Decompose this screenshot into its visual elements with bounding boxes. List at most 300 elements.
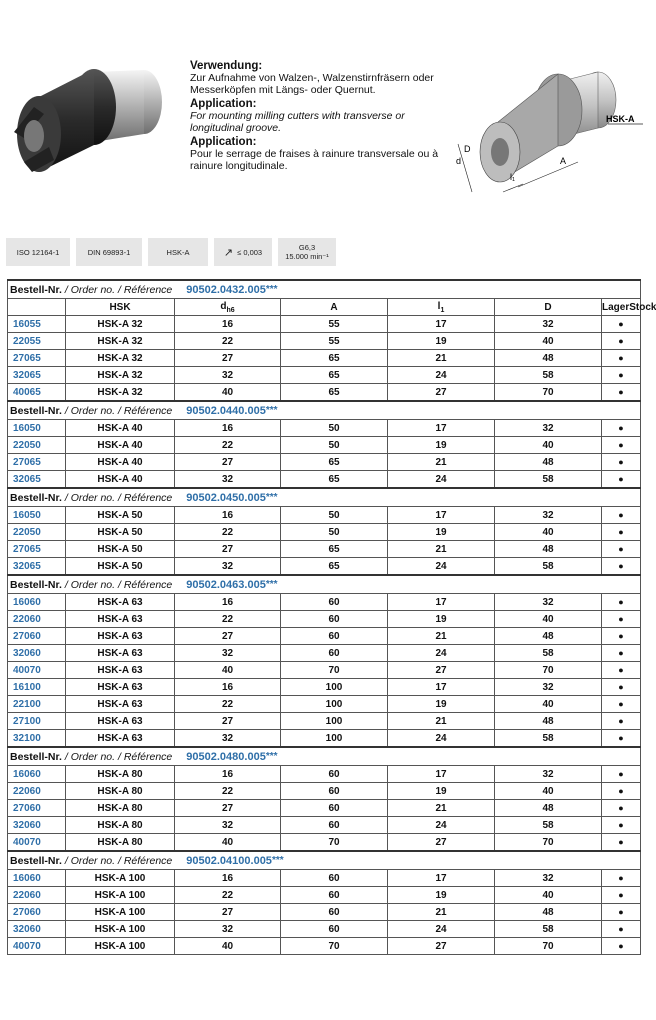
l1-value: 21 — [388, 628, 495, 645]
order-label: Bestell-Nr. / Order no. / Référence — [10, 578, 173, 591]
l1-value: 19 — [388, 696, 495, 713]
in-stock-indicator: ● — [602, 454, 641, 471]
A-value: 100 — [281, 696, 388, 713]
A-value: 60 — [281, 817, 388, 834]
l1-value: 21 — [388, 904, 495, 921]
product-table — [7, 279, 656, 955]
in-stock-indicator: ● — [602, 333, 641, 350]
D-value: 32 — [495, 679, 602, 696]
A-value: 65 — [281, 541, 388, 558]
fr-text: Pour le serrage de fraises à rainure transversale ou à rainure longitudinale. — [190, 148, 439, 172]
in-stock-indicator: ● — [602, 783, 641, 800]
table-row — [8, 367, 641, 384]
order-group-header — [8, 575, 641, 594]
l1-value: 21 — [388, 350, 495, 367]
in-stock-indicator: ● — [602, 611, 641, 628]
hsk-size: HSK-A 40 — [66, 420, 175, 437]
A-value: 65 — [281, 367, 388, 384]
article-number[interactable]: 40070 — [8, 938, 66, 955]
article-number[interactable]: 22055 — [8, 333, 66, 350]
table-row — [8, 316, 641, 333]
article-number[interactable]: 32060 — [8, 817, 66, 834]
D-value: 48 — [495, 541, 602, 558]
hsk-size: HSK-A 80 — [66, 783, 175, 800]
d-value: 22 — [175, 437, 281, 454]
D-value: 58 — [495, 817, 602, 834]
A-label: A — [560, 156, 567, 166]
hsk-size: HSK-A 100 — [66, 870, 175, 887]
hsk-size: HSK-A 80 — [66, 817, 175, 834]
article-number[interactable]: 16060 — [8, 766, 66, 783]
de-heading: Verwendung: — [190, 60, 263, 72]
balance-rpm: 15.000 min⁻¹ — [285, 252, 329, 261]
A-value: 50 — [281, 524, 388, 541]
in-stock-indicator: ● — [602, 350, 641, 367]
A-value: 60 — [281, 887, 388, 904]
l1-value: 24 — [388, 730, 495, 748]
l1-value: 19 — [388, 887, 495, 904]
l1-value: 24 — [388, 921, 495, 938]
hsk-size: HSK-A 63 — [66, 679, 175, 696]
A-value: 100 — [281, 679, 388, 696]
d-value: 16 — [175, 594, 281, 611]
D-value: 32 — [495, 870, 602, 887]
article-number[interactable]: 32065 — [8, 367, 66, 384]
l1-value: 17 — [388, 507, 495, 524]
D-value: 70 — [495, 938, 602, 955]
hsk-label: HSK-A — [606, 114, 635, 124]
in-stock-indicator: ● — [602, 594, 641, 611]
l1-value: 17 — [388, 420, 495, 437]
D-value: 48 — [495, 454, 602, 471]
article-number[interactable]: 22060 — [8, 887, 66, 904]
article-number[interactable]: 22100 — [8, 696, 66, 713]
d-value: 40 — [175, 938, 281, 955]
order-reference: 90502.0440.005*** — [186, 404, 278, 417]
d-value: 22 — [175, 333, 281, 350]
D-value: 58 — [495, 730, 602, 748]
hsk-size: HSK-A 32 — [66, 333, 175, 350]
A-value: 65 — [281, 454, 388, 471]
hsk-size: HSK-A 63 — [66, 713, 175, 730]
d-value: 32 — [175, 730, 281, 748]
article-number[interactable]: 22050 — [8, 437, 66, 454]
col-d: $d_{h6}$ — [175, 299, 281, 316]
D-value: 40 — [495, 437, 602, 454]
hsk-size: HSK-A 63 — [66, 611, 175, 628]
column-header-row — [8, 299, 641, 316]
article-number[interactable]: 16055 — [8, 316, 66, 333]
A-value: 65 — [281, 471, 388, 489]
A-value: 60 — [281, 611, 388, 628]
table-row — [8, 420, 641, 437]
fr-heading: Application: — [190, 136, 257, 148]
table-row — [8, 887, 641, 904]
l1-value: 21 — [388, 454, 495, 471]
A-value: 60 — [281, 766, 388, 783]
col-D: D — [495, 299, 602, 316]
table-row — [8, 524, 641, 541]
d-value: 32 — [175, 471, 281, 489]
order-label: Bestell-Nr. / Order no. / Référence — [10, 854, 173, 867]
d-value: 22 — [175, 611, 281, 628]
order-label: Bestell-Nr. / Order no. / Référence — [10, 750, 173, 763]
hsk-size: HSK-A 50 — [66, 507, 175, 524]
in-stock-indicator: ● — [602, 921, 641, 938]
order-reference: 90502.0432.005*** — [186, 283, 278, 296]
l1-value: 24 — [388, 817, 495, 834]
D-value: 40 — [495, 696, 602, 713]
table-row — [8, 507, 641, 524]
d-value: 32 — [175, 367, 281, 384]
D-value: 48 — [495, 800, 602, 817]
in-stock-indicator: ● — [602, 507, 641, 524]
article-number[interactable]: 16050 — [8, 420, 66, 437]
l1-value: 21 — [388, 713, 495, 730]
order-group-header — [8, 488, 641, 507]
d-value: 27 — [175, 454, 281, 471]
article-number[interactable]: 27060 — [8, 628, 66, 645]
article-number[interactable]: 22060 — [8, 611, 66, 628]
A-value: 65 — [281, 384, 388, 402]
in-stock-indicator: ● — [602, 887, 641, 904]
in-stock-indicator: ● — [602, 628, 641, 645]
D-value: 32 — [495, 507, 602, 524]
article-number[interactable]: 32060 — [8, 645, 66, 662]
table-row — [8, 454, 641, 471]
table-row — [8, 938, 641, 955]
article-number[interactable]: 22060 — [8, 783, 66, 800]
hsk-size: HSK-A 100 — [66, 921, 175, 938]
hsk-size: HSK-A 50 — [66, 541, 175, 558]
D-value: 48 — [495, 628, 602, 645]
table-row — [8, 384, 641, 402]
d-value: 40 — [175, 834, 281, 852]
A-value: 55 — [281, 316, 388, 333]
A-value: 65 — [281, 350, 388, 367]
A-value: 70 — [281, 662, 388, 679]
article-number[interactable]: 40070 — [8, 834, 66, 852]
d-value: 22 — [175, 887, 281, 904]
hsk-size: HSK-A 40 — [66, 471, 175, 489]
l1-value: 24 — [388, 471, 495, 489]
hsk-size: HSK-A 40 — [66, 437, 175, 454]
l1-value: 19 — [388, 611, 495, 628]
in-stock-indicator: ● — [602, 471, 641, 489]
article-number[interactable]: 32065 — [8, 471, 66, 489]
l1-value: 19 — [388, 333, 495, 350]
order-group-header — [8, 280, 641, 299]
in-stock-indicator: ● — [602, 730, 641, 748]
l1-value: 27 — [388, 834, 495, 852]
D-value: 58 — [495, 367, 602, 384]
l1-value: 17 — [388, 679, 495, 696]
D-value: 58 — [495, 921, 602, 938]
table-row — [8, 333, 641, 350]
d-value: 40 — [175, 662, 281, 679]
l1-value: 27 — [388, 662, 495, 679]
D-value: 32 — [495, 594, 602, 611]
article-number[interactable]: 27060 — [8, 904, 66, 921]
d-value: 32 — [175, 645, 281, 662]
product-photo — [4, 52, 174, 192]
in-stock-indicator: ● — [602, 766, 641, 783]
D-value: 32 — [495, 766, 602, 783]
in-stock-indicator: ● — [602, 558, 641, 576]
order-reference: 90502.0463.005*** — [186, 578, 278, 591]
A-value: 55 — [281, 333, 388, 350]
D-value: 58 — [495, 471, 602, 489]
hsk-size: HSK-A 80 — [66, 766, 175, 783]
table-row — [8, 921, 641, 938]
d-value: 27 — [175, 800, 281, 817]
d-value: 27 — [175, 350, 281, 367]
de-text: Zur Aufnahme von Walzen-, Walzenstirnfräsern oder Messerköpfen mit Längs- oder Quernut. — [190, 72, 434, 96]
table-row — [8, 817, 641, 834]
hsk-size: HSK-A 32 — [66, 316, 175, 333]
A-value: 60 — [281, 904, 388, 921]
technical-drawing — [448, 52, 648, 202]
A-value: 60 — [281, 628, 388, 645]
article-number[interactable]: 16060 — [8, 870, 66, 887]
l1-value: 24 — [388, 367, 495, 384]
l1-value: 17 — [388, 316, 495, 333]
D-value: 40 — [495, 524, 602, 541]
hsk-size: HSK-A 50 — [66, 558, 175, 576]
article-number[interactable]: 40065 — [8, 384, 66, 402]
A-value: 50 — [281, 420, 388, 437]
col-stock: LagerStock — [602, 299, 641, 316]
d-value: 22 — [175, 696, 281, 713]
in-stock-indicator: ● — [602, 938, 641, 955]
table-row — [8, 611, 641, 628]
in-stock-indicator: ● — [602, 420, 641, 437]
A-value: 50 — [281, 507, 388, 524]
article-number[interactable]: 32100 — [8, 730, 66, 748]
D-value: 70 — [495, 384, 602, 402]
in-stock-indicator: ● — [602, 541, 641, 558]
A-value: 100 — [281, 730, 388, 748]
article-number[interactable]: 27065 — [8, 454, 66, 471]
d-value: 27 — [175, 904, 281, 921]
D-value: 40 — [495, 333, 602, 350]
col-l1: $l_1$ — [388, 299, 495, 316]
article-number[interactable]: 32060 — [8, 921, 66, 938]
order-reference: 90502.0450.005*** — [186, 491, 278, 504]
D-label: D — [464, 144, 471, 154]
hsk-size: HSK-A 100 — [66, 887, 175, 904]
table-row — [8, 713, 641, 730]
article-number[interactable]: 27065 — [8, 541, 66, 558]
l1-value: 19 — [388, 437, 495, 454]
article-number[interactable]: 22050 — [8, 524, 66, 541]
in-stock-indicator: ● — [602, 800, 641, 817]
l1-value: 17 — [388, 594, 495, 611]
d-value: 16 — [175, 679, 281, 696]
A-value: 50 — [281, 437, 388, 454]
l1-value: 27 — [388, 384, 495, 402]
table-row — [8, 783, 641, 800]
order-group-header — [8, 747, 641, 766]
order-reference: 90502.0480.005*** — [186, 750, 278, 763]
D-value: 48 — [495, 350, 602, 367]
hsk-size: HSK-A 100 — [66, 904, 175, 921]
A-value: 65 — [281, 558, 388, 576]
A-value: 60 — [281, 921, 388, 938]
table-row — [8, 766, 641, 783]
runout-value: ≤ 0,003 — [237, 247, 263, 257]
order-reference: 90502.04100.005*** — [186, 854, 284, 867]
D-value: 32 — [495, 420, 602, 437]
table-row — [8, 594, 641, 611]
col-hsk: HSK — [66, 299, 175, 316]
table-row — [8, 904, 641, 921]
D-value: 48 — [495, 904, 602, 921]
d-value: 22 — [175, 783, 281, 800]
l1-value: 21 — [388, 541, 495, 558]
article-number[interactable]: 27065 — [8, 350, 66, 367]
hsk-size: HSK-A 40 — [66, 454, 175, 471]
table-row — [8, 679, 641, 696]
in-stock-indicator: ● — [602, 645, 641, 662]
article-number[interactable]: 16100 — [8, 679, 66, 696]
article-number[interactable]: 27060 — [8, 800, 66, 817]
table-row — [8, 628, 641, 645]
l1-label: l₁ — [510, 172, 516, 182]
article-number[interactable]: 16050 — [8, 507, 66, 524]
in-stock-indicator: ● — [602, 817, 641, 834]
balance-badge — [278, 238, 336, 266]
d-value: 32 — [175, 558, 281, 576]
D-value: 58 — [495, 645, 602, 662]
in-stock-indicator: ● — [602, 713, 641, 730]
A-value: 60 — [281, 800, 388, 817]
table-row — [8, 645, 641, 662]
col-A: A — [281, 299, 388, 316]
d-value: 16 — [175, 420, 281, 437]
D-value: 58 — [495, 558, 602, 576]
in-stock-indicator: ● — [602, 367, 641, 384]
din-badge: DIN 69893-1 — [76, 238, 142, 266]
d-value: 27 — [175, 713, 281, 730]
l1-value: 17 — [388, 870, 495, 887]
order-group-header — [8, 851, 641, 870]
table-row — [8, 834, 641, 852]
D-value: 40 — [495, 887, 602, 904]
table-row — [8, 800, 641, 817]
D-value: 40 — [495, 611, 602, 628]
hsk-size: HSK-A 50 — [66, 524, 175, 541]
l1-value: 19 — [388, 783, 495, 800]
A-value: 60 — [281, 783, 388, 800]
runout-arrow-icon: ↗ — [223, 246, 234, 259]
table-row — [8, 696, 641, 713]
d-value: 16 — [175, 316, 281, 333]
table-row — [8, 350, 641, 367]
en-text: For mounting milling cutters with transverse or longitudinal groove. — [190, 110, 405, 134]
hsk-size: HSK-A 63 — [66, 662, 175, 679]
table-row — [8, 870, 641, 887]
l1-value: 21 — [388, 800, 495, 817]
in-stock-indicator: ● — [602, 904, 641, 921]
D-value: 40 — [495, 783, 602, 800]
l1-value: 24 — [388, 645, 495, 662]
article-number[interactable]: 27100 — [8, 713, 66, 730]
l1-value: 24 — [388, 558, 495, 576]
hsk-size: HSK-A 100 — [66, 938, 175, 955]
col-article — [8, 299, 66, 316]
standards-badges — [6, 238, 336, 266]
A-value: 60 — [281, 870, 388, 887]
hsk-size: HSK-A 63 — [66, 730, 175, 748]
table-row — [8, 541, 641, 558]
order-group-header — [8, 401, 641, 420]
d-value: 27 — [175, 628, 281, 645]
article-number[interactable]: 16060 — [8, 594, 66, 611]
D-value: 32 — [495, 316, 602, 333]
in-stock-indicator: ● — [602, 437, 641, 454]
table-row — [8, 437, 641, 454]
table-row — [8, 471, 641, 489]
in-stock-indicator: ● — [602, 696, 641, 713]
article-number[interactable]: 40070 — [8, 662, 66, 679]
en-heading: Application: — [190, 98, 257, 110]
D-value: 70 — [495, 662, 602, 679]
hsk-size: HSK-A 32 — [66, 384, 175, 402]
order-label: Bestell-Nr. / Order no. / Référence — [10, 491, 173, 504]
table-row — [8, 558, 641, 576]
d-value: 16 — [175, 870, 281, 887]
hsk-size: HSK-A 63 — [66, 628, 175, 645]
A-value: 100 — [281, 713, 388, 730]
A-value: 60 — [281, 594, 388, 611]
table-row — [8, 662, 641, 679]
in-stock-indicator: ● — [602, 384, 641, 402]
iso-badge: ISO 12164-1 — [6, 238, 70, 266]
d-value: 16 — [175, 507, 281, 524]
d-value: 27 — [175, 541, 281, 558]
application-description — [190, 58, 440, 172]
d-label: d — [456, 156, 462, 166]
order-label: Bestell-Nr. / Order no. / Référence — [10, 283, 173, 296]
A-value: 70 — [281, 834, 388, 852]
runout-badge — [214, 238, 272, 266]
hsk-size: HSK-A 63 — [66, 645, 175, 662]
D-value: 48 — [495, 713, 602, 730]
d-value: 16 — [175, 766, 281, 783]
in-stock-indicator: ● — [602, 524, 641, 541]
A-value: 60 — [281, 645, 388, 662]
in-stock-indicator: ● — [602, 662, 641, 679]
in-stock-indicator: ● — [602, 870, 641, 887]
balance-grade: G6,3 — [298, 243, 316, 252]
d-value: 32 — [175, 921, 281, 938]
D-value: 70 — [495, 834, 602, 852]
hsk-size: HSK-A 80 — [66, 834, 175, 852]
article-number[interactable]: 32065 — [8, 558, 66, 576]
hsk-size: HSK-A 63 — [66, 594, 175, 611]
order-label: Bestell-Nr. / Order no. / Référence — [10, 404, 173, 417]
d-value: 22 — [175, 524, 281, 541]
hsk-size: HSK-A 80 — [66, 800, 175, 817]
hsk-size: HSK-A 32 — [66, 350, 175, 367]
d-value: 32 — [175, 817, 281, 834]
hsk-badge: HSK-A — [148, 238, 208, 266]
l1-value: 27 — [388, 938, 495, 955]
A-value: 70 — [281, 938, 388, 955]
hsk-size: HSK-A 63 — [66, 696, 175, 713]
in-stock-indicator: ● — [602, 316, 641, 333]
